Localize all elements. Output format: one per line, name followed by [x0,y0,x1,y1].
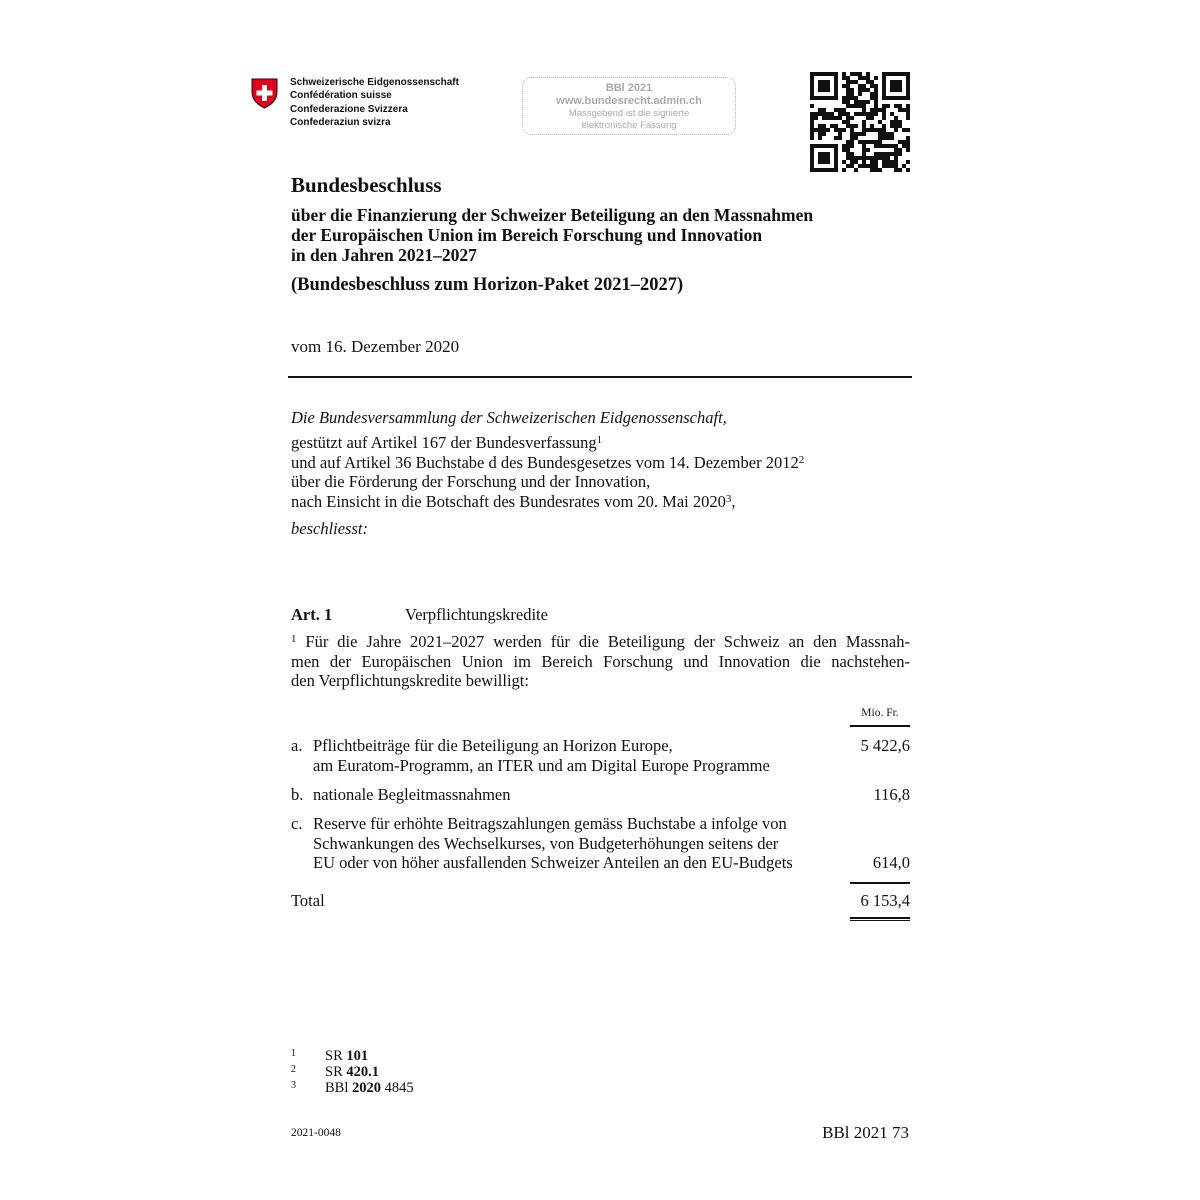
article-number: Art. 1 [291,605,333,624]
footnote-text: SR 420.1 [325,1064,379,1080]
confederation-name-de: Schweizerische Eidgenossenschaft [290,77,459,88]
paragraph-number: 1 [291,633,297,645]
swiss-coat-of-arms-icon [251,78,278,109]
total-amount: 6 153,4 [860,891,910,910]
item-amount: 116,8 [873,785,910,804]
preamble-line: nach Einsicht in die Botschaft des Bundesrates vom 20. Mai 2020$^3$, [291,491,736,511]
short-title: (Bundesbeschluss zum Horizon-Paket 2021–2027) [291,275,684,295]
total-rule [850,882,910,884]
total-double-rule [850,920,910,921]
preamble-decides: beschliesst: [291,519,368,538]
preamble-intro: Die Bundesversammlung der Schweizerischen Eidgenossenschaft, [291,408,727,427]
item-description: nationale Begleitmassnahmen [313,785,511,804]
footnote-text: BBl 2020 4845 [325,1080,414,1096]
preamble-line: gestützt auf Artikel 167 der Bundesverfassung$^1$ [291,433,603,452]
footnote-number: 1 [291,1048,296,1059]
confederation-name-rm: Confederaziun svizra [290,117,391,129]
paragraph-line: den Verpflichtungskredite bewilligt: [291,671,529,691]
item-letter: c. [291,814,303,833]
paragraph-line: $^1$ Für die Jahre 2021–2027 werden für die Beteiligung der Schweiz an den Massnah- [291,632,911,651]
preamble-lines [291,433,804,511]
subtitle-line: in den Jahren 2021–2027 [291,245,477,265]
preamble-line: über die Förderung der Forschung und der Innovation, [291,472,651,492]
unit-header: Mio. Fr. [861,707,899,719]
item-description: Pflichtbeiträge für die Beteiligung an Horizon Europe, am Euratom-Programm, an ITER und am Digital Europe Programme [313,736,770,775]
subtitle-line: über die Finanzierung der Schweizer Beteiligung an den Massnahmen [291,205,814,225]
item-amount: 5 422,6 [860,736,910,755]
page-title: Bundesbeschluss [291,173,442,197]
decree-date: vom 16. Dezember 2020 [291,337,460,356]
total-double-rule [850,917,910,919]
qr-code-icon [810,72,910,172]
item-letter: a. [291,736,303,755]
footnote-ref[interactable]: 1 [596,434,603,446]
confederation-names [290,76,530,130]
subtitle [291,205,813,265]
divider [288,376,912,378]
footnote-number: 2 [291,1064,296,1075]
stamp-line-1: BBl 2021 [605,82,653,94]
footnote-ref[interactable]: 3 [725,492,732,505]
article-heading: Verpflichtungskredite [405,605,548,624]
item-letter: b. [291,785,304,804]
stamp-line-2: www.bundesrecht.admin.ch [556,95,702,107]
unit-rule [850,725,910,727]
footnote-text: SR 101 [325,1048,369,1064]
footnote-number: 3 [291,1080,296,1091]
confederation-name-it: Confederazione Svizzera [290,103,408,115]
preamble-line: und auf Artikel 36 Buchstabe d des Bundesgesetzes vom 14. Dezember 2012$^2$ [291,452,805,472]
item-description: Reserve für erhöhte Beitragszahlungen gemäss Buchstabe a infolge von Schwankungen des Wechselkurses, von Budgeterhöhungen seitens der EU oder von höher ausfallenden Schweizer Anteilen an den EU-Budgets [313,814,793,873]
total-label: Total [291,891,325,910]
confederation-name-fr: Confédération suisse [290,90,392,102]
article-paragraph [291,632,910,691]
subtitle-line: der Europäischen Union im Bereich Forschung und Innovation [291,225,763,245]
document-number: 2021-0048 [291,1127,341,1139]
item-amount: 614,0 [872,853,910,872]
stamp-line-3: Massgebend ist die signierte [568,108,690,119]
signature-stamp [522,77,736,135]
stamp-line-4: elektronische Fassung [581,119,677,131]
footnote-ref[interactable]: 2 [798,453,805,466]
page-reference: BBl 2021 73 [822,1123,909,1142]
paragraph-line: men der Europäischen Union im Bereich Forschung und Innovation die nachstehen- [291,651,910,671]
